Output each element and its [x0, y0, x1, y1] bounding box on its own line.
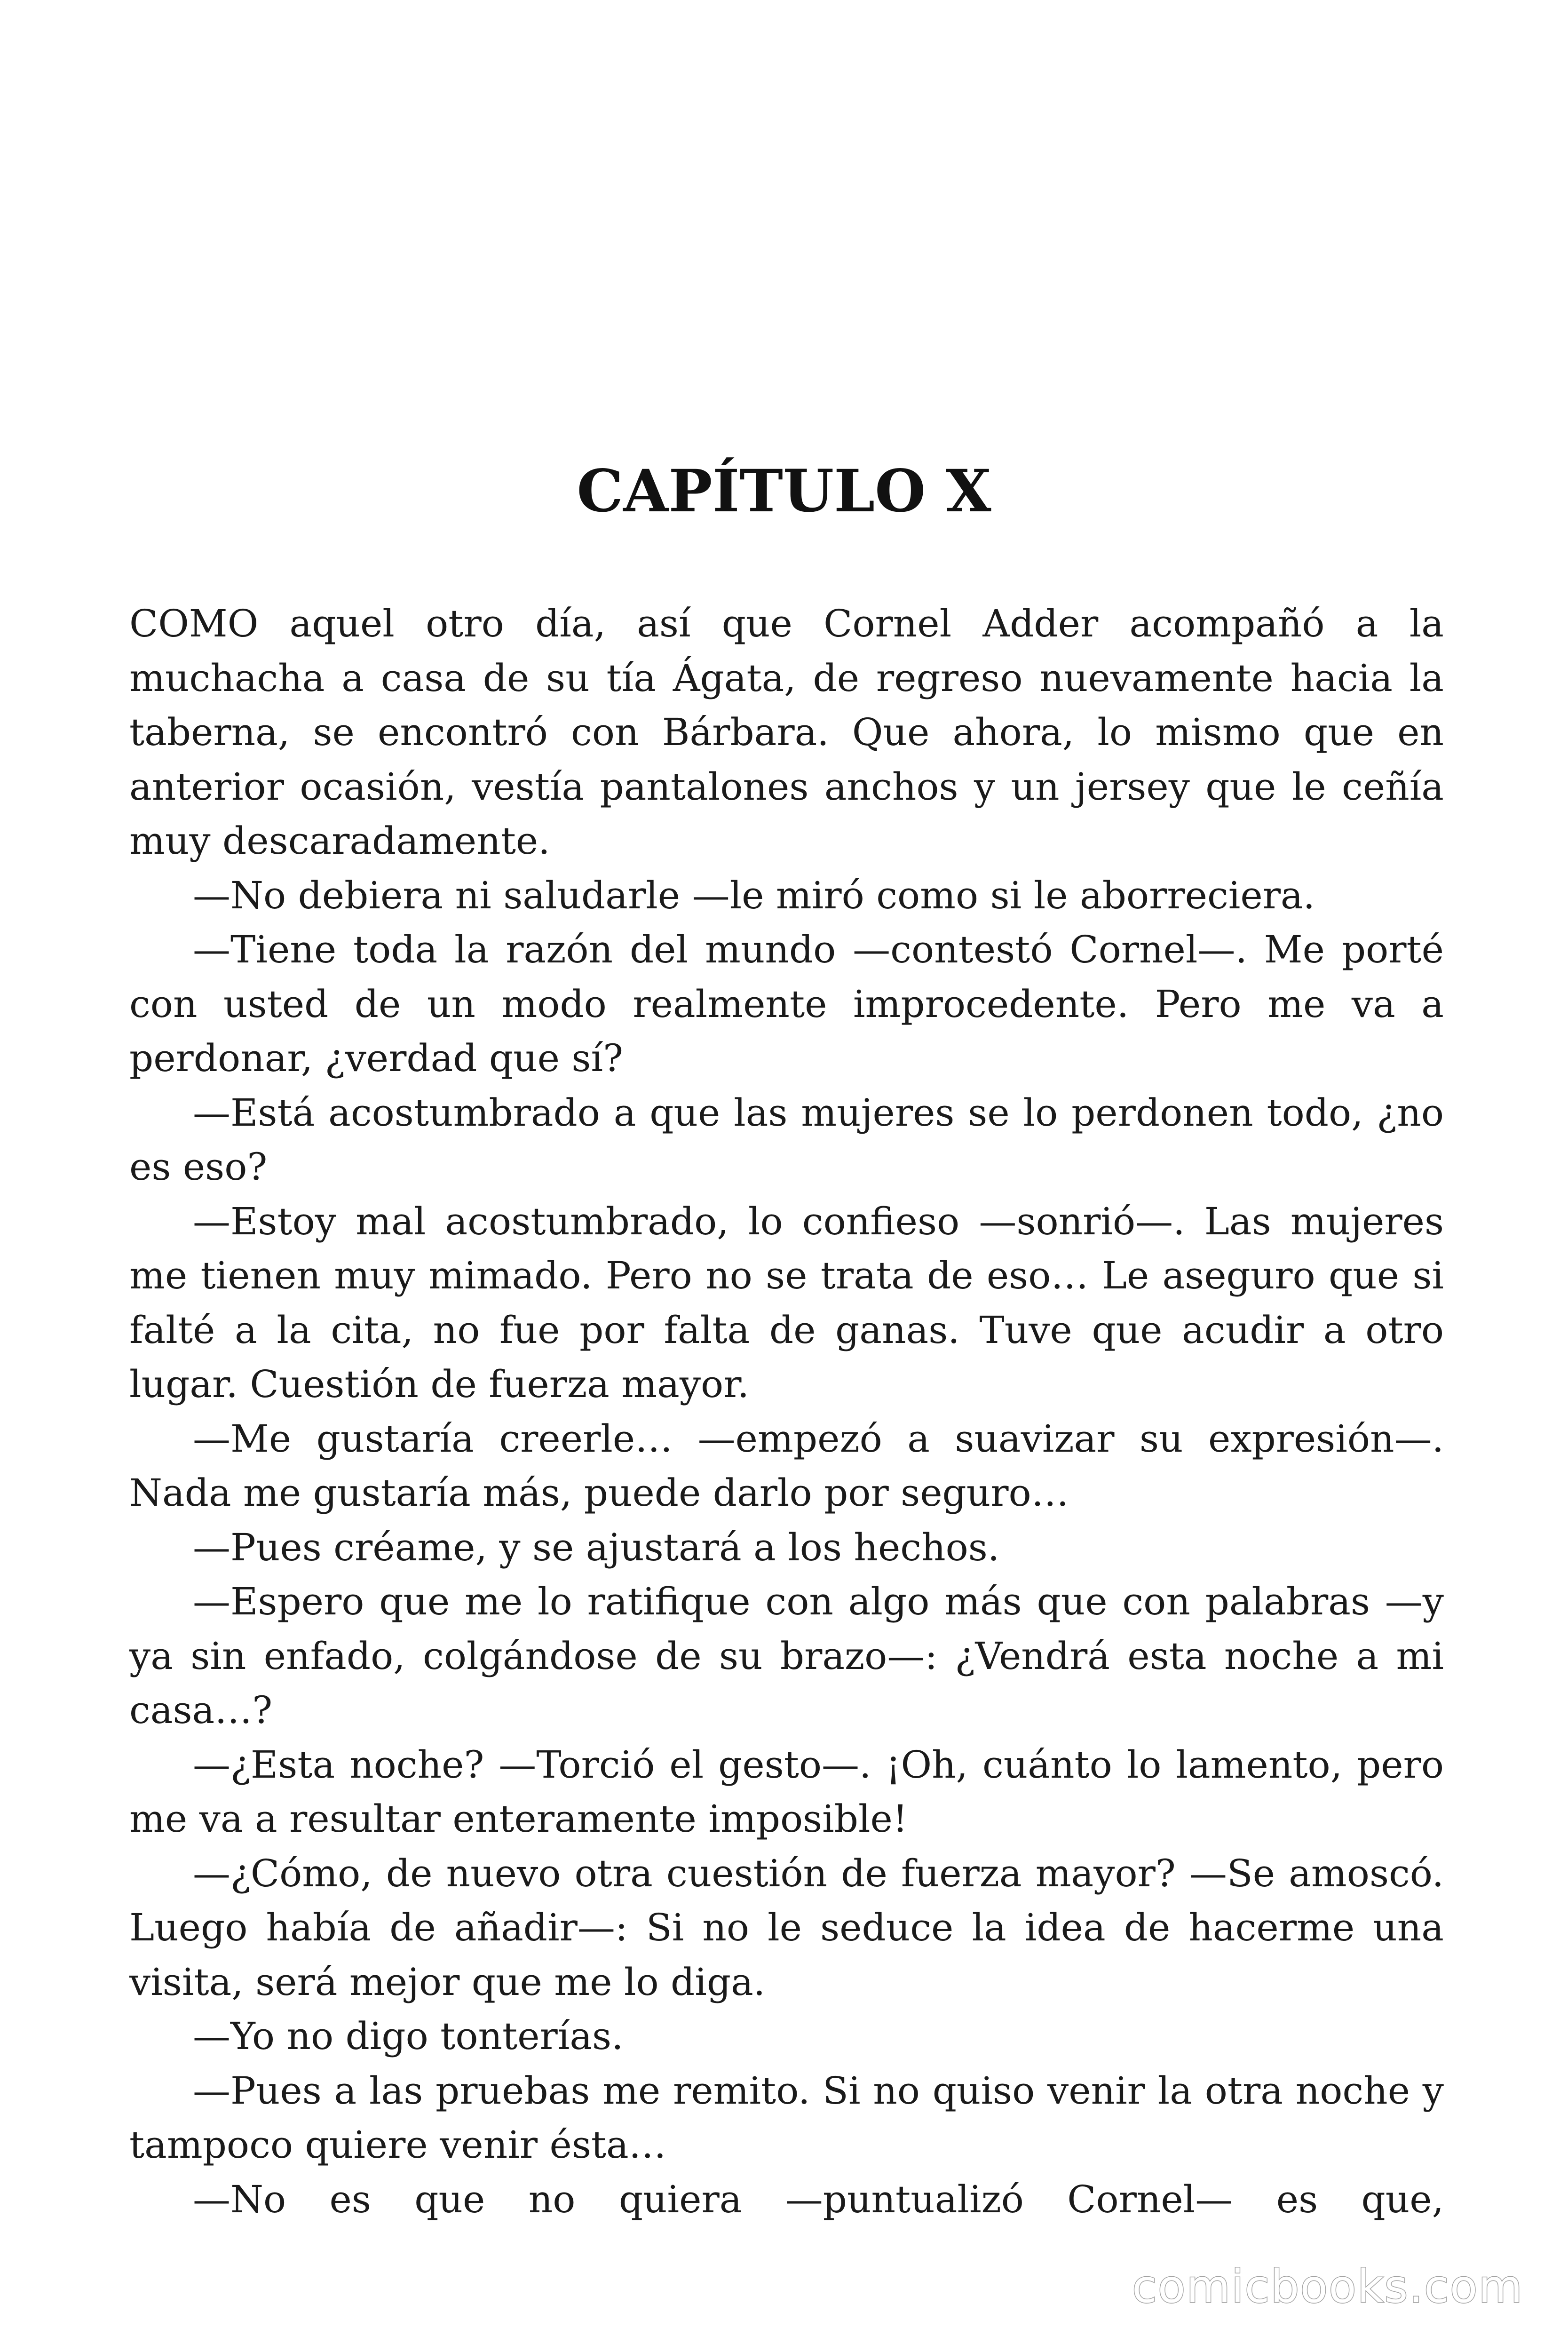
- watermark: comicbooks.com: [1132, 2260, 1523, 2313]
- paragraph: —Está acostumbrado a que las mujeres se lo perdonen todo, ¿no es eso?: [129, 1090, 1444, 1189]
- paragraph: —No es que no quiera —puntualizó Cornel— es que,: [193, 2177, 1444, 2221]
- paragraph: COMO aquel otro día, así que Cornel Adder acompañó a la muchacha a casa de su tía Ágata, de regreso nuevamente hacia la taberna, se encontró con Bárbara. Que ahora, lo mismo que en anterior ocasión, vestía pantalones anchos y un jersey que le ceñía muy descaradamente.: [129, 602, 1444, 863]
- paragraph: —Pues a las pruebas me remito. Si no quiso venir la otra noche y tampoco quiere venir ésta…: [129, 2068, 1444, 2167]
- paragraph: —No debiera ni saludarle —le miró como si le aborreciera.: [193, 873, 1315, 917]
- paragraph: —Espero que me lo ratifique con algo más que con palabras —y ya sin enfado, colgándose de su brazo—: ¿Vendrá esta noche a mi casa…?: [129, 1580, 1444, 1732]
- paragraph: —Me gustaría creerle… —empezó a suavizar su expresión—. Nada me gustaría más, puede darlo por seguro…: [129, 1416, 1444, 1515]
- paragraph: —Pues créame, y se ajustará a los hechos.: [193, 1525, 1000, 1569]
- paragraph: —Tiene toda la razón del mundo —contestó Cornel—. Me porté con usted de un modo realmente improcedente. Pero me va a perdonar, ¿verdad que sí?: [129, 928, 1444, 1080]
- paragraph: —¿Esta noche? —Torció el gesto—. ¡Oh, cuánto lo lamento, pero me va a resultar enteramente imposible!: [129, 1742, 1444, 1841]
- paragraph: —Estoy mal acostumbrado, lo confieso —sonrió—. Las mujeres me tienen muy mimado. Pero no se trata de eso… Le aseguro que si falté a la cita, no fue por falta de ganas. Tuve que acudir a otro lugar. Cuestión de fuerza mayor.: [129, 1199, 1444, 1406]
- chapter-title: CAPÍTULO X: [577, 457, 991, 525]
- paragraph: —¿Cómo, de nuevo otra cuestión de fuerza mayor? —Se amoscó. Luego había de añadir—: Si no le seduce la idea de hacerme una visita, será mejor que me lo diga.: [129, 1851, 1444, 2004]
- paragraph: —Yo no digo tonterías.: [193, 2014, 624, 2058]
- chapter-body: [129, 596, 1444, 2226]
